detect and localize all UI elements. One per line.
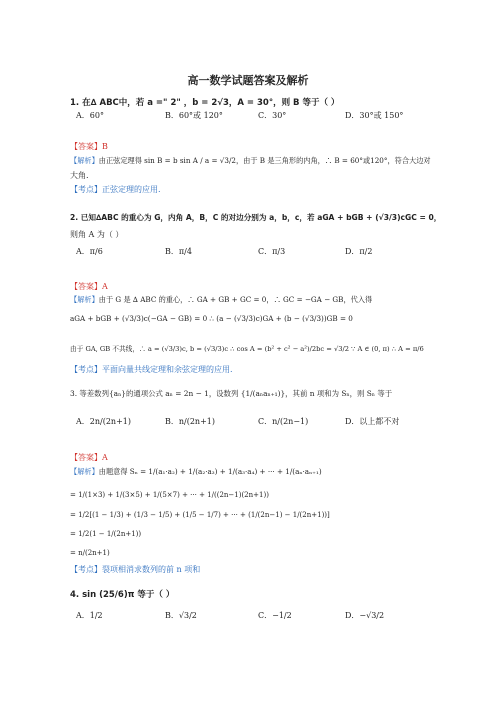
q1-option-a[interactable]: A．60° [76, 111, 104, 120]
q3-option-a[interactable]: A．2n/(2n+1) [76, 417, 131, 426]
q2-point: 【考点】平面向量共线定理和余弦定理的应用. [70, 365, 233, 374]
q1-option-b[interactable]: B．60°或 120° [165, 111, 223, 120]
q1-answer: 【答案】B [70, 142, 108, 151]
q4-option-d[interactable]: D．−√3/2 [345, 611, 385, 620]
q2-option-c[interactable]: C．π/3 [258, 247, 286, 256]
q2-option-a[interactable]: A．π/6 [76, 247, 103, 256]
q2-stem: 2. 已知∆ABC 的重心为 G，内角 A，B，C 的对边分别为 a，b，c，若 aGA + bGB + (√3/3)cGC = 0， [70, 213, 442, 222]
q1-analysis [70, 156, 431, 166]
q1-analysis-line-2: 大角. [70, 171, 89, 180]
q4-stem: 4. sin (25/6)π 等于（ ） [70, 590, 175, 600]
q2-option-b[interactable]: B．π/4 [165, 247, 192, 256]
q4-option-c[interactable]: C．−1/2 [258, 611, 292, 620]
q2-analysis-line-3: 由于 GA, GB 不共线，∴ a = (√3/3)c, b = (√3/3)c ∴ cos A = (b² + c² − a²)/2bc = √3/2 ∵ A ∈ (0, π) ∴ A = π/6 [70, 345, 424, 353]
q2-analysis-line-1: 由于 G 是 ∆ ABC 的重心，∴ GA + GB + GC = 0，∴ GC = −GA − GB，代入得 [98, 295, 373, 304]
q2-analysis-line-2: aGA + bGB + (√3/3)c(−GA − GB) = 0 ∴ (a − (√3/3)c)GA + (b − (√3/3))GB = 0 [70, 314, 353, 323]
q1-analysis-line-1: 由正弦定理得 sin B = b sin A / a = √3/2，由于 B 是三角形的内角，∴ B = 60°或120°，符合大边对 [98, 156, 431, 165]
q3-line-4: = 1/2(1 − 1/(2n+1)) [70, 530, 142, 538]
q3-stem: 3. 等差数列{aₙ}的通项公式 aₙ = 2n − 1，设数列 {1/(aₙaₙ₊₁)}，其前 n 项和为 Sₙ，则 Sₙ 等于 [70, 389, 393, 398]
q3-line-5: = n/(2n+1) [70, 549, 110, 557]
q3-line-2: = 1/(1×3) + 1/(3×5) + 1/(5×7) + ··· + 1/((2n−1)(2n+1)) [70, 491, 269, 499]
q2-analysis-tag: 【解析】 [70, 295, 99, 304]
q2-answer: 【答案】A [70, 282, 108, 291]
q4-option-a[interactable]: A．1/2 [76, 611, 103, 620]
q1-stem: 1. 在∆ ABC中，若 a =" 2" ，b = 2√3，A = 30°，则 B 等于（ ） [70, 98, 340, 108]
q1-option-d[interactable]: D．30°或 150° [345, 111, 404, 120]
q2-analysis [70, 295, 372, 305]
page-title: 高一数学试题答案及解析 [187, 74, 309, 87]
q4-option-b[interactable]: B．√3/2 [165, 611, 197, 620]
q3-analysis-tag: 【解析】 [70, 467, 99, 476]
q3-answer: 【答案】A [70, 453, 108, 462]
q3-analysis [70, 467, 322, 477]
q3-option-d[interactable]: D．以上都不对 [345, 417, 400, 426]
q2-stem-line-2: 则角 A 为（ ） [70, 230, 124, 239]
q3-option-b[interactable]: B．n/(2n+1) [165, 417, 216, 426]
q2-option-d[interactable]: D．π/2 [345, 247, 373, 256]
q3-line-3: = 1/2[(1 − 1/3) + (1/3 − 1/5) + (1/5 − 1/7) + ··· + (1/(2n−1) − 1/(2n+1))] [70, 511, 330, 519]
q1-option-c[interactable]: C．30° [258, 111, 287, 120]
q3-analysis-line-1: 由题意得 Sₙ = 1/(a₁·a₂) + 1/(a₂·a₃) + 1/(a₃·a₄) + ··· + 1/(aₙ·aₙ₊₁) [98, 467, 322, 476]
q1-point: 【考点】正弦定理的应用. [70, 185, 161, 194]
q3-option-c[interactable]: C．n/(2n−1) [258, 417, 309, 426]
q1-analysis-tag: 【解析】 [70, 156, 99, 165]
q3-point: 【考点】裂项相消求数列的前 n 项和 [70, 565, 201, 574]
